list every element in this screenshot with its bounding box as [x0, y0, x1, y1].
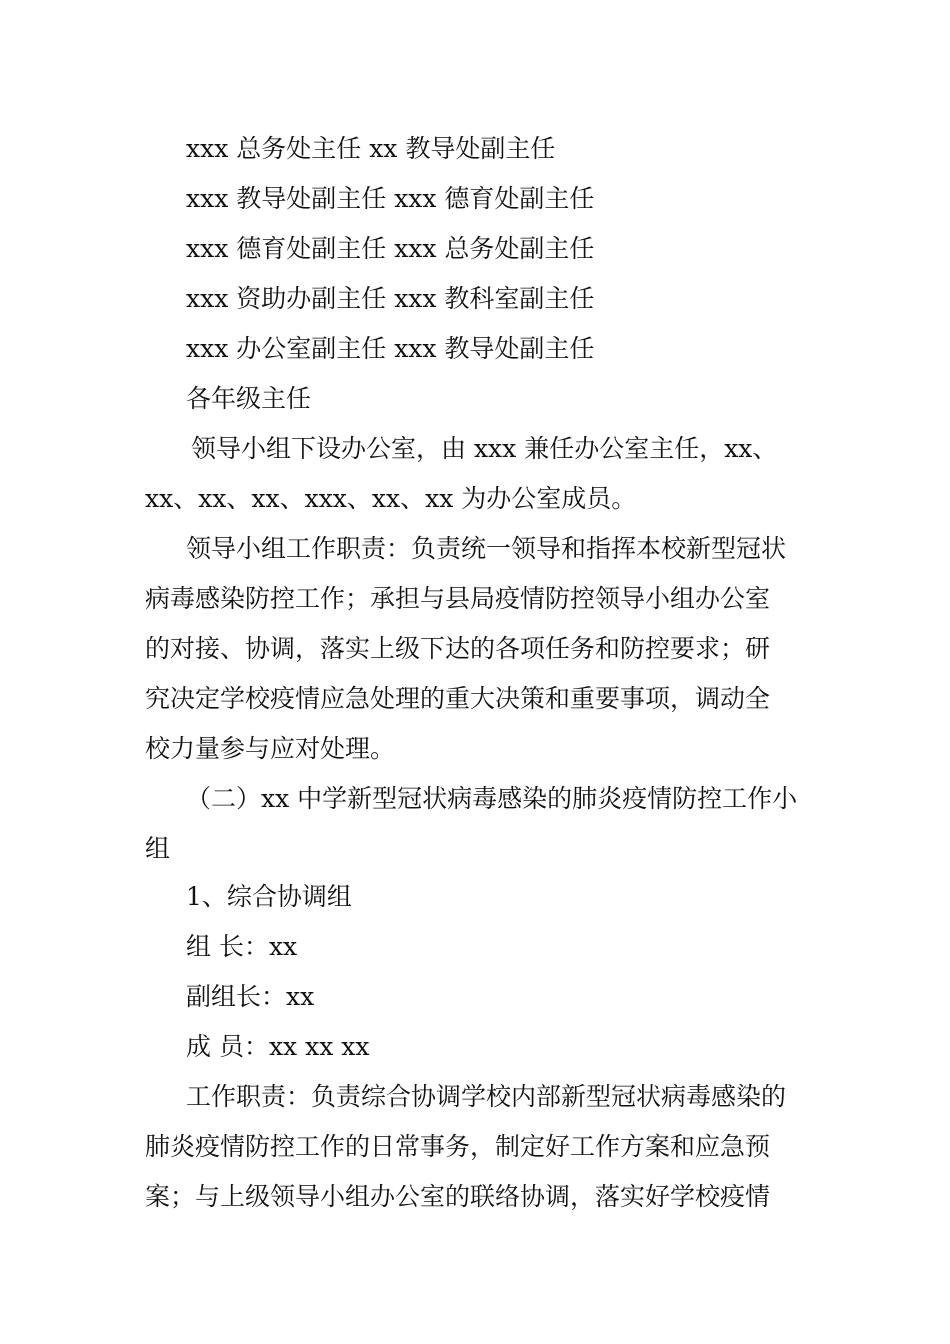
section-heading: （二）xx 中学新型冠状病毒感染的肺炎疫情防控工作小 [186, 784, 798, 813]
text-line: 病毒感染防控工作；承担与县局疫情防控领导小组办公室 [145, 584, 771, 613]
text-line: xxx 教导处副主任 xxx 德育处副主任 [186, 184, 595, 213]
section-heading-continued: 组 [145, 834, 171, 863]
text-line: 究决定学校疫情应急处理的重大决策和重要事项，调动全 [145, 684, 771, 713]
text-line: 肺炎疫情防控工作的日常事务，制定好工作方案和应急预 [145, 1132, 771, 1161]
text-line: xxx 资助办副主任 xxx 教科室副主任 [186, 284, 595, 313]
text-line: 领导小组工作职责：负责统一领导和指挥本校新型冠状 [186, 534, 787, 563]
text-line: xxx 办公室副主任 xxx 教导处副主任 [186, 334, 595, 363]
text-line: xxx 总务处主任 xx 教导处副主任 [186, 134, 556, 163]
subsection-heading: 1、综合协调组 [186, 882, 352, 911]
text-line: 的对接、协调，落实上级下达的各项任务和防控要求；研 [145, 634, 771, 663]
text-line: 各年级主任 [186, 384, 312, 413]
text-line: 成 员：xx xx xx [186, 1032, 370, 1061]
text-line: 组 长：xx [186, 932, 298, 961]
text-line: 工作职责：负责综合协调学校内部新型冠状病毒感染的 [186, 1082, 787, 1111]
text-line: 校力量参与应对处理。 [145, 734, 396, 763]
text-line: 副组长：xx [186, 982, 315, 1011]
text-line: xx、xx、xx、xxx、xx、xx 为办公室成员。 [145, 484, 637, 513]
text-line: 领导小组下设办公室，由 xxx 兼任办公室主任，xx、 [191, 434, 778, 463]
text-line: 案；与上级领导小组办公室的联络协调，落实好学校疫情 [145, 1182, 771, 1211]
text-line: xxx 德育处副主任 xxx 总务处副主任 [186, 234, 595, 263]
